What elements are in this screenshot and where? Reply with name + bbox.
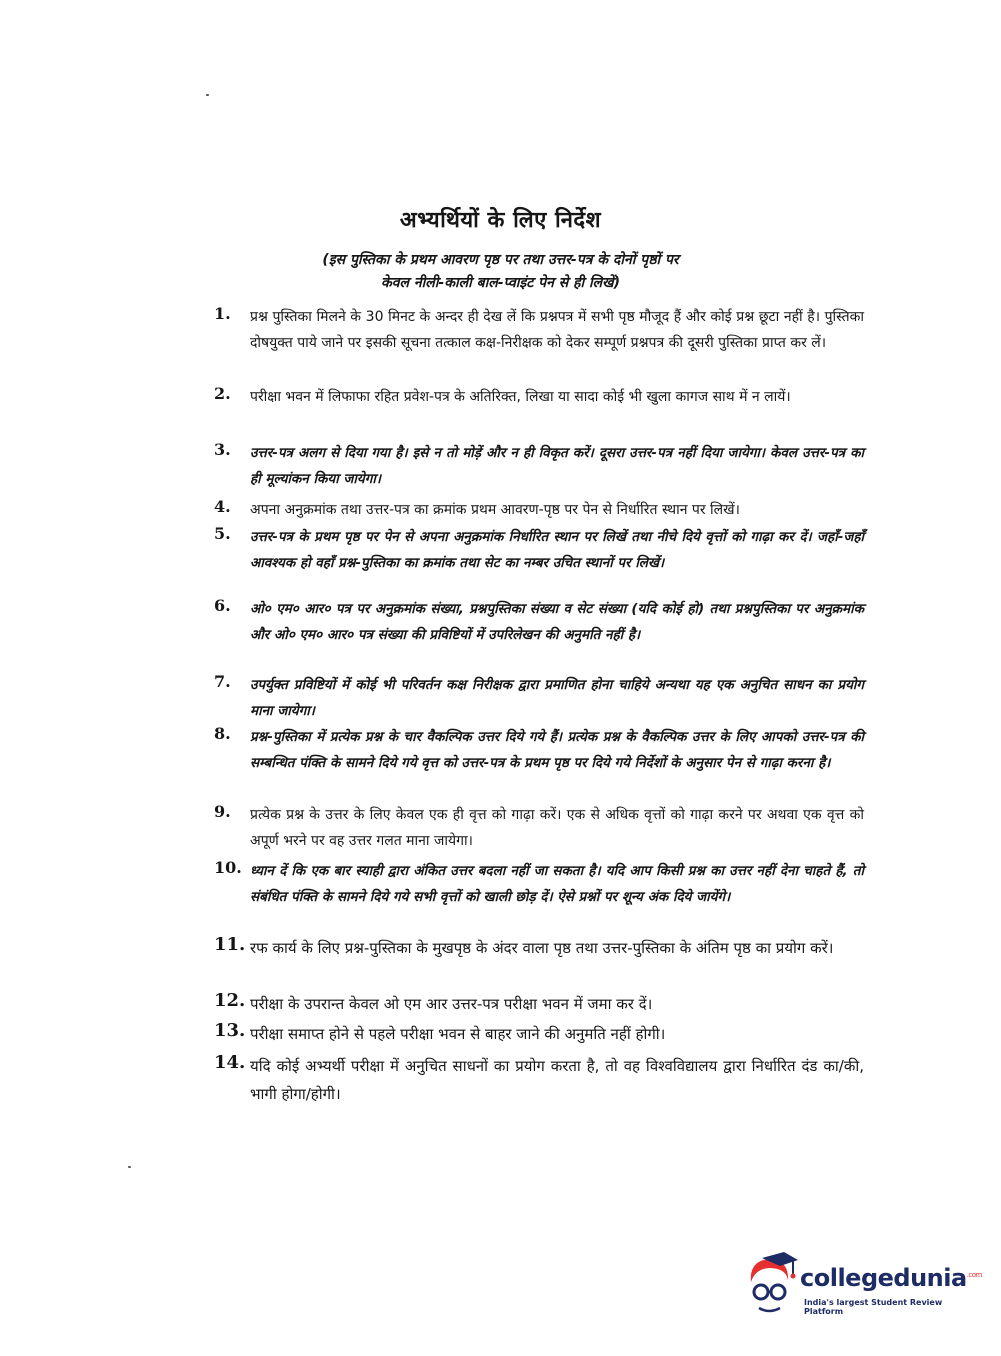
instruction-text: उपर्युक्त प्रविष्टियों में कोई भी परिवर्तन कक्ष निरीक्षक द्वारा प्रमाणित होना चाहिये अन्यथा यह एक अनुचित साधन का प्रयोग माना जायेगा।	[250, 677, 864, 719]
instruction-text: अपना अनुक्रमांक तथा उत्तर-पत्र का क्रमांक प्रथम आवरण-पृष्ठ पर पेन से निर्धारित स्थान पर लिखें।	[250, 502, 740, 518]
instruction-number: 14.	[214, 1052, 246, 1073]
instruction-text: उत्तर-पत्र के प्रथम पृष्ठ पर पेन से अपना अनुक्रमांक निर्धारित स्थान पर लिखें तथा नीचे दिये वृत्तों को गाढ़ा कर दें। जहाँ-जहाँ आवश्यक हो वहाँ प्रश्न-पुस्तिका का क्रमांक तथा सेट का नम्बर उचित स्थानों पर लिखें।	[250, 529, 864, 571]
instruction-text: यदि कोई अभ्यर्थी परीक्षा में अनुचित साधनों का प्रयोग करता है, तो वह विश्वविद्यालय द्वारा निर्धारित दंड का/की, भागी होगा/होगी।	[250, 1057, 864, 1103]
instruction-number: 1.	[214, 304, 231, 323]
page-subtitle-line-1: (इस पुस्तिका के प्रथम आवरण पृष्ठ पर तथा उत्तर-पत्र के दोनों पृष्ठों पर	[322, 252, 679, 268]
instruction-text: परीक्षा के उपरान्त केवल ओ एम आर उत्तर-पत्र परीक्षा भवन में जमा कर दें।	[250, 995, 653, 1013]
instruction-text: ओ० एम० आर० पत्र पर अनुक्रमांक संख्या, प्रश्नपुस्तिका संख्या व सेट संख्या (यदि कोई हो) तथा प्रश्नपुस्तिका पर अनुक्रमांक और ओ० एम० आर० पत्र संख्या की प्रविष्टियों में उपरिलेखन की अनुमति नहीं है।	[250, 601, 864, 643]
instruction-number: 6.	[214, 596, 231, 615]
mascot-icon	[742, 1252, 800, 1318]
instruction-number: 8.	[214, 724, 231, 743]
scan-speck	[128, 1166, 131, 1168]
instruction-number: 4.	[214, 497, 231, 516]
scan-speck	[206, 94, 209, 96]
instruction-number: 7.	[214, 672, 231, 691]
instruction-text: परीक्षा भवन में लिफाफा रहित प्रवेश-पत्र के अतिरिक्त, लिखा या सादा कोई भी खुला कागज साथ में न लायें।	[250, 389, 791, 405]
instruction-text: ध्यान दें कि एक बार स्याही द्वारा अंकित उत्तर बदला नहीं जा सकता है। यदि आप किसी प्रश्न का उत्तर नहीं देना चाहते हैं, तो संबंधित पंक्ति के सामने दिये गये सभी वृत्तों को खाली छोड़ दें। ऐसे प्रश्नों पर शून्य अंक दिये जायेंगे।	[250, 863, 864, 905]
instruction-number: 2.	[214, 384, 231, 403]
collegedunia-logo	[742, 1252, 982, 1322]
page-subtitle-line-2: केवल नीली-काली बाल-प्वाइंट पेन से ही लिखें)	[380, 275, 621, 291]
instruction-number: 3.	[214, 440, 231, 459]
instruction-number: 10.	[214, 858, 242, 877]
instruction-text: प्रश्न-पुस्तिका में प्रत्येक प्रश्न के चार वैकल्पिक उत्तर दिये गये हैं। प्रत्येक प्रश्न के वैकल्पिक उत्तर के लिए आपको उत्तर-पत्र की सम्बन्धित पंक्ति के सामने दिये गये वृत्त को उत्तर-पत्र के प्रथम पृष्ठ पर दिये गये निर्देशों के अनुसार पेन से गाढ़ा करना है।	[250, 729, 864, 771]
instruction-text: रफ कार्य के लिए प्रश्न-पुस्तिका के मुखपृष्ठ के अंदर वाला पृष्ठ तथा उत्तर-पुस्तिका के अंतिम पृष्ठ का प्रयोग करें।	[250, 939, 834, 957]
instruction-text: उत्तर-पत्र अलग से दिया गया है। इसे न तो मोड़ें और न ही विकृत करें। दूसरा उत्तर-पत्र नहीं दिया जायेगा। केवल उत्तर-पत्र का ही मूल्यांकन किया जायेगा।	[250, 445, 864, 487]
instruction-text: प्रत्येक प्रश्न के उत्तर के लिए केवल एक ही वृत्त को गाढ़ा करें। एक से अधिक वृत्तों को गाढ़ा करने पर अथवा एक वृत्त को अपूर्ण भरने पर वह उत्तर गलत माना जायेगा।	[250, 807, 864, 849]
logo-tagline: India's largest Student Review Platform	[804, 1298, 943, 1316]
instruction-number: 13.	[214, 1020, 246, 1041]
logo-wordmark: collegedunia$^{.com}$	[800, 1264, 982, 1292]
instruction-number: 12.	[214, 990, 246, 1011]
instruction-text: प्रश्न पुस्तिका मिलने के 30 मिनट के अन्दर ही देख लें कि प्रश्नपत्र में सभी पृष्ठ मौजूद हैं और कोई प्रश्न छूटा नहीं है। पुस्तिका दोषयुक्त पाये जाने पर इसकी सूचना तत्काल कक्ष-निरीक्षक को देकर सम्पूर्ण प्रश्नपत्र की दूसरी पुस्तिका प्राप्त कर लें।	[250, 309, 864, 351]
instruction-number: 9.	[214, 802, 231, 821]
instruction-text: परीक्षा समाप्त होने से पहले परीक्षा भवन से बाहर जाने की अनुमति नहीं होगी।	[250, 1025, 666, 1043]
instruction-number: 5.	[214, 524, 231, 543]
page-title: अभ्यर्थियों के लिए निर्देश	[399, 208, 602, 233]
instruction-number: 11.	[214, 934, 246, 955]
